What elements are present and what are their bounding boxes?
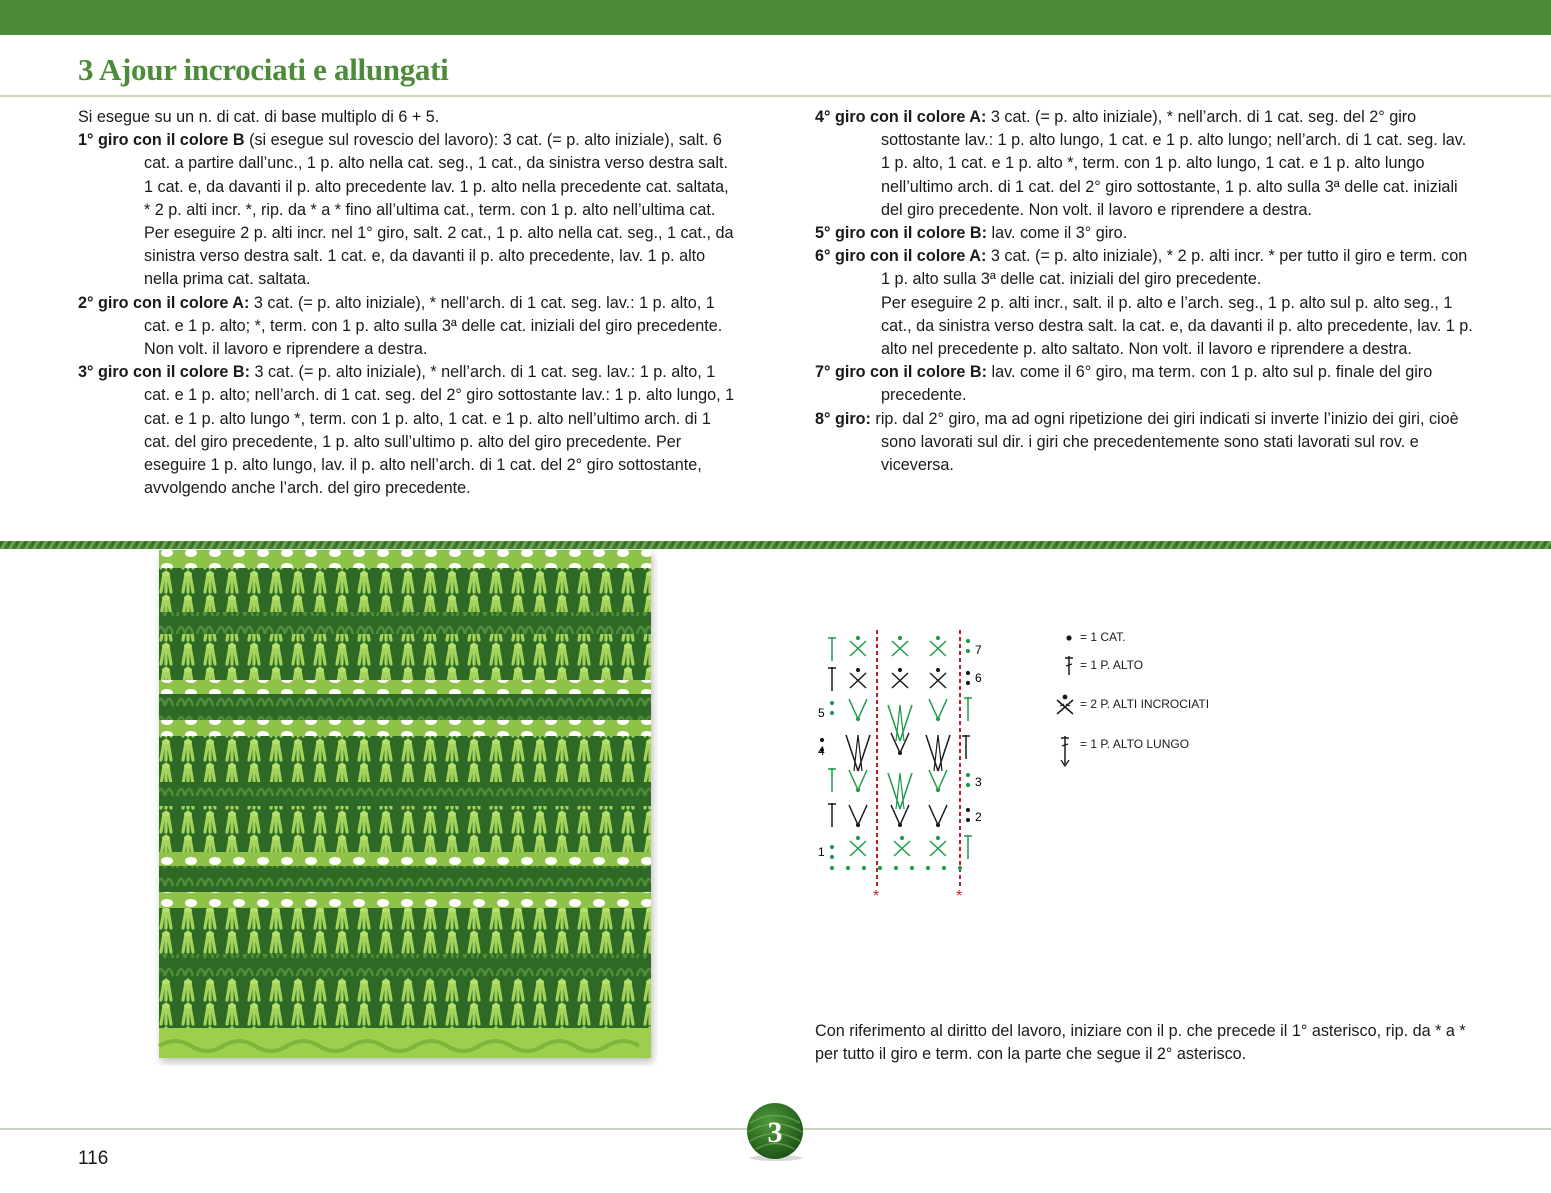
crossed-treble-stitch — [856, 836, 860, 840]
page-title: 3 Ajour incrociati e allungati — [78, 52, 449, 87]
row-7-instruction — [815, 361, 1473, 407]
chain-stitch — [910, 866, 914, 870]
chain-stitch — [830, 701, 834, 705]
long-treble-icon — [1058, 734, 1072, 768]
chain-stitch — [820, 738, 824, 742]
chain-stitch — [926, 866, 930, 870]
row-5-label: 5° giro con il colore B: — [815, 224, 987, 243]
legend-chain: = 1 CAT. — [1080, 630, 1126, 644]
row-1-label: 1° giro con il colore B — [78, 131, 245, 150]
row-number-1: 1 — [818, 845, 825, 859]
badge-number: 3 — [767, 1116, 783, 1149]
chain-stitch — [966, 681, 970, 685]
row-4-text: 3 cat. (= p. alto iniziale), * nell’arch. di 1 cat. seg. del 2° giro sottostante lav.: 1 p. alto lungo, 1 cat. e 1 p. alto lungo; nell’arch. di 1 cat. seg. lav. 1 p. alto, 1 cat. e 1 p. alto *, term. con 1 p. alto lungo, 1 cat. e 1 p. alto lungo nell’ultimo arch. di 1 cat. del 2° giro sottostante, 1 p. alto sulla 3ª delle cat. iniziali del giro precedente. Non volt. il lavoro e riprendere a destra. — [881, 108, 1467, 219]
row-2-text: 3 cat. (= p. alto iniziale), * nell’arch. di 1 cat. seg. lav.: 1 p. alto, 1 cat. e 1 p. alto; *, term. con 1 p. alto sulla 3ª delle cat. iniziali del giro precedente. Non volt. il lavoro e riprendere a destra. — [144, 293, 723, 359]
chain-stitch — [846, 866, 850, 870]
row-8-instruction — [815, 408, 1473, 478]
row-1-note: Per eseguire 2 p. alti incr. nel 1° giro, salt. 2 cat., 1 p. alto nella cat. seg., 1 cat., da sinistra verso destra salt. 1 cat. e, da davanti il p. alto precedente, lav. 1 p. alto nella prima cat. saltata. — [144, 224, 734, 289]
chain-stitch — [830, 855, 834, 859]
chain-stitch — [878, 866, 882, 870]
legend-treble: = 1 P. ALTO — [1080, 658, 1144, 672]
crochet-symbol-diagram — [812, 625, 1002, 905]
instructions-left-column — [78, 106, 737, 500]
row-8-label: 8° giro: — [815, 409, 871, 428]
row-7-text: lav. come il 6° giro, ma term. con 1 p. alto sul p. finale del giro precedente. — [881, 363, 1433, 405]
chain-stitch — [958, 866, 962, 870]
dot-icon — [1062, 630, 1076, 644]
row-6-note: Per eseguire 2 p. alti incr., salt. il p. alto e l’arch. seg., 1 p. alto sul p. alto seg., 1 cat., da sinistra verso destra salt. la cat. e, da davanti il p. alto precedente, lav. 1 p. alto nel precedente p. alto saltato. Non volt. il lavoro e riprendere a destra. — [881, 293, 1473, 359]
yarn-ball-badge — [740, 1098, 810, 1162]
row-3-label: 3° giro con il colore B: — [78, 363, 250, 382]
row-number-4: 4 — [818, 744, 825, 758]
row-4-instruction — [815, 106, 1473, 222]
chain-stitch — [966, 649, 970, 653]
row-3-instruction — [78, 361, 737, 500]
crossed-treble-stitch — [856, 636, 860, 640]
crossed-treble-stitch — [898, 668, 902, 672]
chain-stitch — [966, 639, 970, 643]
crossed-treble-stitch — [900, 836, 904, 840]
row-6-instruction — [815, 245, 1473, 291]
crossed-treble-stitch — [936, 636, 940, 640]
chain-stitch — [830, 845, 834, 849]
page-number: 116 — [78, 1148, 109, 1169]
chain-stitch — [830, 711, 834, 715]
row-3-text: 3 cat. (= p. alto iniziale), * nell’arch. di 1 cat. seg. lav.: 1 p. alto, 1 cat. e 1 p. alto; nell’arch. di 1 cat. seg. del 2° giro sottostante lav.: 1 p. alto lungo, 1 cat. e 1 p. alto lungo *, term. con 1 p. alto, 1 cat. e 1 p. alto nell’ultimo arch. di 1 cat. del giro precedente, 1 p. alto sull’ultimo p. alto del giro precedente. Per eseguire 1 p. alto lungo, lav. il p. alto nell’arch. di 1 cat. del 2° giro sottostante, avvolgendo anche l’arch. del giro precedente. — [144, 363, 735, 498]
row-number-3: 3 — [975, 775, 982, 789]
chain-stitch — [966, 783, 970, 787]
row-7-label: 7° giro con il colore B: — [815, 363, 987, 382]
chain-stitch — [894, 866, 898, 870]
legend-crossed-treble: = 2 P. ALTI INCROCIATI — [1080, 697, 1210, 711]
instructions-right-column — [815, 106, 1473, 477]
legend-long-treble: = 1 P. ALTO LUNGO — [1080, 737, 1190, 751]
row-1-text: (si esegue sul rovescio del lavoro): 3 cat. (= p. alto iniziale), salt. 6 cat. a partire dall’unc., 1 p. alto nella cat. seg., 1 cat., da sinistra verso destra salt. 1 cat. e, da davanti il p. alto precedente lav. 1 p. alto nella precedente cat. saltata, * 2 p. alti incr. *, rip. da * a * fino all’ultima cat., term. con 1 p. alto nell’ultima cat. — [144, 131, 729, 219]
row-6-label: 6° giro con il colore A: — [815, 247, 987, 266]
chain-stitch — [830, 866, 834, 870]
row-number-7: 7 — [975, 643, 982, 657]
chain-stitch — [966, 818, 970, 822]
chain-stitch — [966, 773, 970, 777]
crossed-treble-stitch — [898, 636, 902, 640]
row-5-text: lav. come il 3° giro. — [986, 224, 1128, 243]
chain-stitch — [942, 866, 946, 870]
title-divider — [0, 95, 1551, 97]
top-color-bar — [0, 0, 1551, 35]
row-number-6: 6 — [975, 671, 982, 685]
row-2-instruction — [78, 292, 737, 362]
row-number-2: 2 — [975, 810, 982, 824]
row-number-5: 5 — [818, 706, 825, 720]
chain-stitch — [966, 808, 970, 812]
intro-text: Si esegue su un n. di cat. di base multiplo di 6 + 5. — [78, 108, 440, 126]
crossed-treble-icon — [1054, 692, 1076, 716]
crossed-treble-stitch — [936, 836, 940, 840]
row-8-text: rip. dal 2° giro, ma ad ogni ripetizione dei giri indicati si inverte l’inizio dei giri, cioè sono lavorati sul dir. i giri che precedentemente sono stati lavorati sul rov. e viceversa. — [870, 409, 1459, 475]
row-6-text: 3 cat. (= p. alto iniziale), * 2 p. alti incr. * per tutto il giro e term. con 1 p. alto sulla 3ª delle cat. iniziali del giro precedente. — [881, 247, 1468, 289]
row-1-instruction — [78, 129, 737, 222]
repeat-asterisk-right: * — [956, 888, 963, 905]
row-4-label: 4° giro con il colore A: — [815, 108, 987, 126]
row-5-instruction — [815, 222, 1473, 245]
row-2-label: 2° giro con il colore A: — [78, 293, 250, 312]
diagram-reading-note: Con riferimento al diritto del lavoro, iniziare con il p. che precede il 1° asterisco, rip. da * a * per tutto il giro e term. con la parte che segue il 2° asterisco. — [815, 1022, 1466, 1064]
crossed-treble-stitch — [936, 668, 940, 672]
repeat-asterisk-left: * — [873, 888, 880, 905]
chain-stitch — [862, 866, 866, 870]
treble-icon — [1062, 654, 1076, 676]
crochet-swatch-photo — [155, 546, 658, 1066]
chain-stitch — [966, 671, 970, 675]
crossed-treble-stitch — [856, 668, 860, 672]
